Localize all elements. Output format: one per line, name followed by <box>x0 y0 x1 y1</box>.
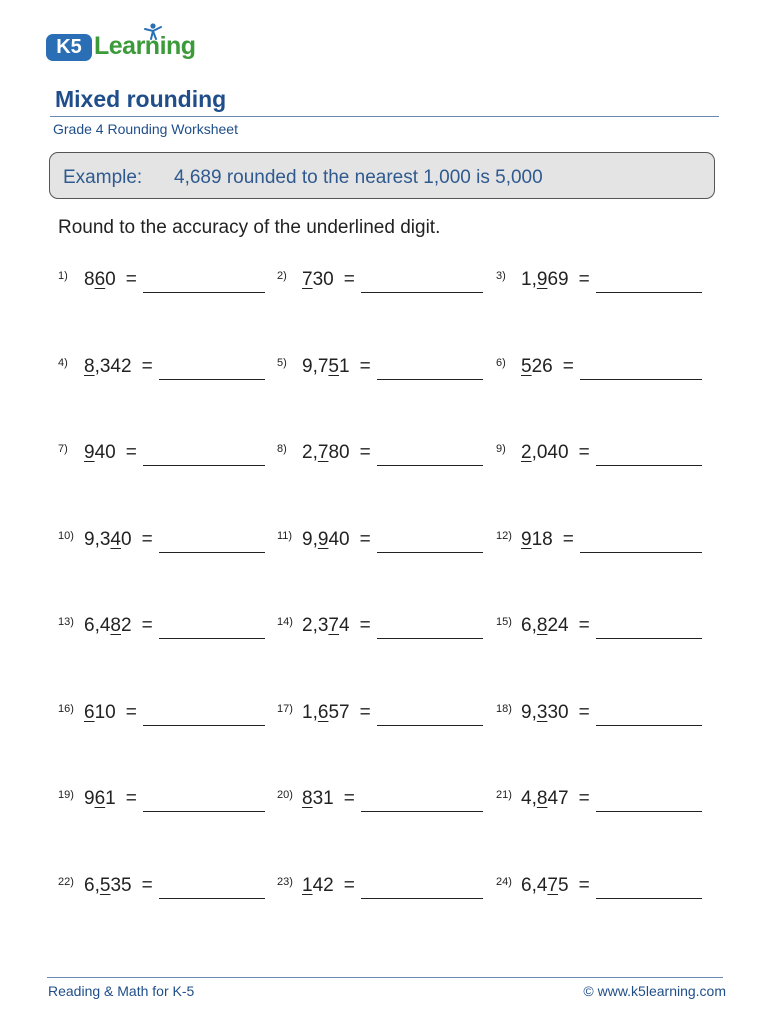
equals-sign: = <box>141 615 153 636</box>
problem-item <box>0 703 768 733</box>
number-leading-digits: 9, <box>521 702 537 723</box>
problem-expression <box>521 615 590 637</box>
equals-sign: = <box>578 615 590 636</box>
underlined-digit: 6 <box>94 269 106 290</box>
equals-sign: = <box>359 615 371 636</box>
equals-sign: = <box>343 788 355 809</box>
number-leading-digits: 1, <box>302 702 318 723</box>
problem-number: 11) <box>277 530 293 542</box>
problem-number: 17) <box>277 703 293 715</box>
equals-sign: = <box>125 702 137 723</box>
underlined-digit: 9 <box>521 529 532 550</box>
answer-blank[interactable] <box>596 638 702 639</box>
equals-sign: = <box>343 875 355 896</box>
answer-blank[interactable] <box>580 379 702 380</box>
equals-sign: = <box>359 442 371 463</box>
number-trailing-digits: 42 <box>312 875 334 896</box>
underlined-digit: 8 <box>536 615 548 636</box>
number-trailing-digits: 31 <box>312 788 334 809</box>
number-leading-digits: 4, <box>521 788 537 809</box>
problem-number: 15) <box>496 616 512 628</box>
equals-sign: = <box>578 702 590 723</box>
problem-number: 1) <box>58 270 68 282</box>
problem-number: 24) <box>496 876 512 888</box>
underlined-digit: 7 <box>547 875 558 896</box>
problem-number: 20) <box>277 789 293 801</box>
problem-expression <box>521 702 590 724</box>
problem-item <box>0 530 768 560</box>
number-trailing-digits: 26 <box>531 356 553 377</box>
equals-sign: = <box>141 529 153 550</box>
logo-wordmark: Learning <box>94 32 196 60</box>
underlined-digit: 9 <box>317 529 329 550</box>
answer-blank[interactable] <box>596 725 702 726</box>
number-trailing-digits: 57 <box>328 702 350 723</box>
footer-website: © www.k5learning.com <box>583 983 726 999</box>
footer-divider <box>47 977 723 978</box>
underlined-digit: 1 <box>302 875 313 896</box>
number-trailing-digits: 80 <box>328 442 350 463</box>
problem-number: 10) <box>58 530 74 542</box>
number-leading-digits: 9,3 <box>84 529 111 550</box>
equals-sign: = <box>578 875 590 896</box>
underlined-digit: 9 <box>536 269 548 290</box>
equals-sign: = <box>125 442 137 463</box>
number-trailing-digits: 2 <box>121 615 132 636</box>
number-trailing-digits: 0 <box>121 529 132 550</box>
title-divider <box>50 116 719 117</box>
equals-sign: = <box>359 702 371 723</box>
underlined-digit: 6 <box>317 702 329 723</box>
equals-sign: = <box>578 442 590 463</box>
problem-number: 22) <box>58 876 74 888</box>
number-leading-digits: 1, <box>521 269 537 290</box>
number-trailing-digits: 30 <box>312 269 334 290</box>
problem-expression <box>521 356 574 378</box>
problem-number: 19) <box>58 789 74 801</box>
underlined-digit: 5 <box>328 356 339 377</box>
number-leading-digits: 9,7 <box>302 356 329 377</box>
equals-sign: = <box>141 875 153 896</box>
problem-number: 4) <box>58 357 68 369</box>
problem-item <box>0 616 768 646</box>
equals-sign: = <box>578 788 590 809</box>
underlined-digit: 9 <box>84 442 95 463</box>
problem-number: 5) <box>277 357 287 369</box>
number-trailing-digits: 24 <box>547 615 569 636</box>
problem-item <box>0 270 768 300</box>
problem-number: 13) <box>58 616 74 628</box>
number-trailing-digits: 30 <box>547 702 569 723</box>
problem-number: 7) <box>58 443 68 455</box>
underlined-digit: 7 <box>302 269 313 290</box>
page-subtitle: Grade 4 Rounding Worksheet <box>53 121 238 137</box>
answer-blank[interactable] <box>596 292 702 293</box>
problem-item <box>0 443 768 473</box>
example-box <box>49 152 715 199</box>
answer-blank[interactable] <box>596 811 702 812</box>
answer-blank[interactable] <box>580 552 702 553</box>
number-trailing-digits: 18 <box>531 529 553 550</box>
number-leading-digits: 6, <box>521 615 537 636</box>
underlined-digit: 7 <box>317 442 329 463</box>
number-trailing-digits: ,342 <box>94 356 132 377</box>
problem-expression <box>521 875 590 897</box>
problem-expression <box>521 529 574 551</box>
equals-sign: = <box>125 269 137 290</box>
problem-number: 8) <box>277 443 287 455</box>
equals-sign: = <box>562 529 574 550</box>
example-label: Example: <box>63 167 143 188</box>
problem-number: 6) <box>496 357 506 369</box>
footer-tagline: Reading & Math for K-5 <box>48 983 195 999</box>
problem-number: 18) <box>496 703 512 715</box>
underlined-digit: 6 <box>84 702 95 723</box>
problem-number: 3) <box>496 270 506 282</box>
number-trailing-digits: 69 <box>547 269 569 290</box>
problem-expression <box>521 788 590 810</box>
underlined-digit: 6 <box>94 788 106 809</box>
underlined-digit: 4 <box>110 529 121 550</box>
equals-sign: = <box>578 269 590 290</box>
answer-blank[interactable] <box>596 465 702 466</box>
number-leading-digits: 6, <box>84 875 100 896</box>
problem-item <box>0 876 768 906</box>
underlined-digit: 8 <box>110 615 121 636</box>
number-trailing-digits: 40 <box>94 442 116 463</box>
problem-number: 12) <box>496 530 512 542</box>
underlined-digit: 8 <box>536 788 548 809</box>
underlined-digit: 3 <box>536 702 548 723</box>
problem-number: 9) <box>496 443 506 455</box>
problem-item <box>0 357 768 387</box>
problem-number: 23) <box>277 876 293 888</box>
number-trailing-digits: 1 <box>339 356 350 377</box>
page-title: Mixed rounding <box>55 86 227 112</box>
problem-expression <box>521 269 590 291</box>
number-trailing-digits: 0 <box>105 269 116 290</box>
number-trailing-digits: 47 <box>547 788 569 809</box>
number-trailing-digits: 35 <box>110 875 132 896</box>
number-leading-digits: 2, <box>302 442 318 463</box>
number-trailing-digits: ,040 <box>531 442 569 463</box>
number-trailing-digits: 40 <box>328 529 350 550</box>
underlined-digit: 8 <box>84 356 95 377</box>
problem-number: 21) <box>496 789 512 801</box>
instructions: Round to the accuracy of the underlined digit. <box>58 217 441 238</box>
number-leading-digits: 6,4 <box>521 875 548 896</box>
problem-number: 2) <box>277 270 287 282</box>
equals-sign: = <box>359 356 371 377</box>
number-leading-digits: 6,4 <box>84 615 111 636</box>
logo-figure-icon <box>142 22 164 40</box>
underlined-digit: 5 <box>99 875 111 896</box>
equals-sign: = <box>141 356 153 377</box>
equals-sign: = <box>343 269 355 290</box>
underlined-digit: 7 <box>328 615 339 636</box>
problem-number: 16) <box>58 703 74 715</box>
number-trailing-digits: 1 <box>105 788 116 809</box>
problem-item <box>0 789 768 819</box>
number-trailing-digits: 10 <box>94 702 116 723</box>
number-leading-digits: 2,3 <box>302 615 329 636</box>
problem-number: 14) <box>277 616 293 628</box>
problem-expression <box>521 442 590 464</box>
underlined-digit: 2 <box>521 442 532 463</box>
number-leading-digits: 9 <box>84 788 95 809</box>
equals-sign: = <box>359 529 371 550</box>
number-leading-digits: 9, <box>302 529 318 550</box>
answer-blank[interactable] <box>596 898 702 899</box>
number-trailing-digits: 4 <box>339 615 350 636</box>
underlined-digit: 5 <box>521 356 532 377</box>
logo-k5-badge: K5 <box>46 34 92 61</box>
example-text: 4,689 rounded to the nearest 1,000 is 5,000 <box>174 167 543 188</box>
equals-sign: = <box>562 356 574 377</box>
equals-sign: = <box>125 788 137 809</box>
k5-learning-logo <box>44 22 204 66</box>
number-leading-digits: 8 <box>84 269 95 290</box>
underlined-digit: 8 <box>302 788 313 809</box>
number-trailing-digits: 5 <box>558 875 569 896</box>
